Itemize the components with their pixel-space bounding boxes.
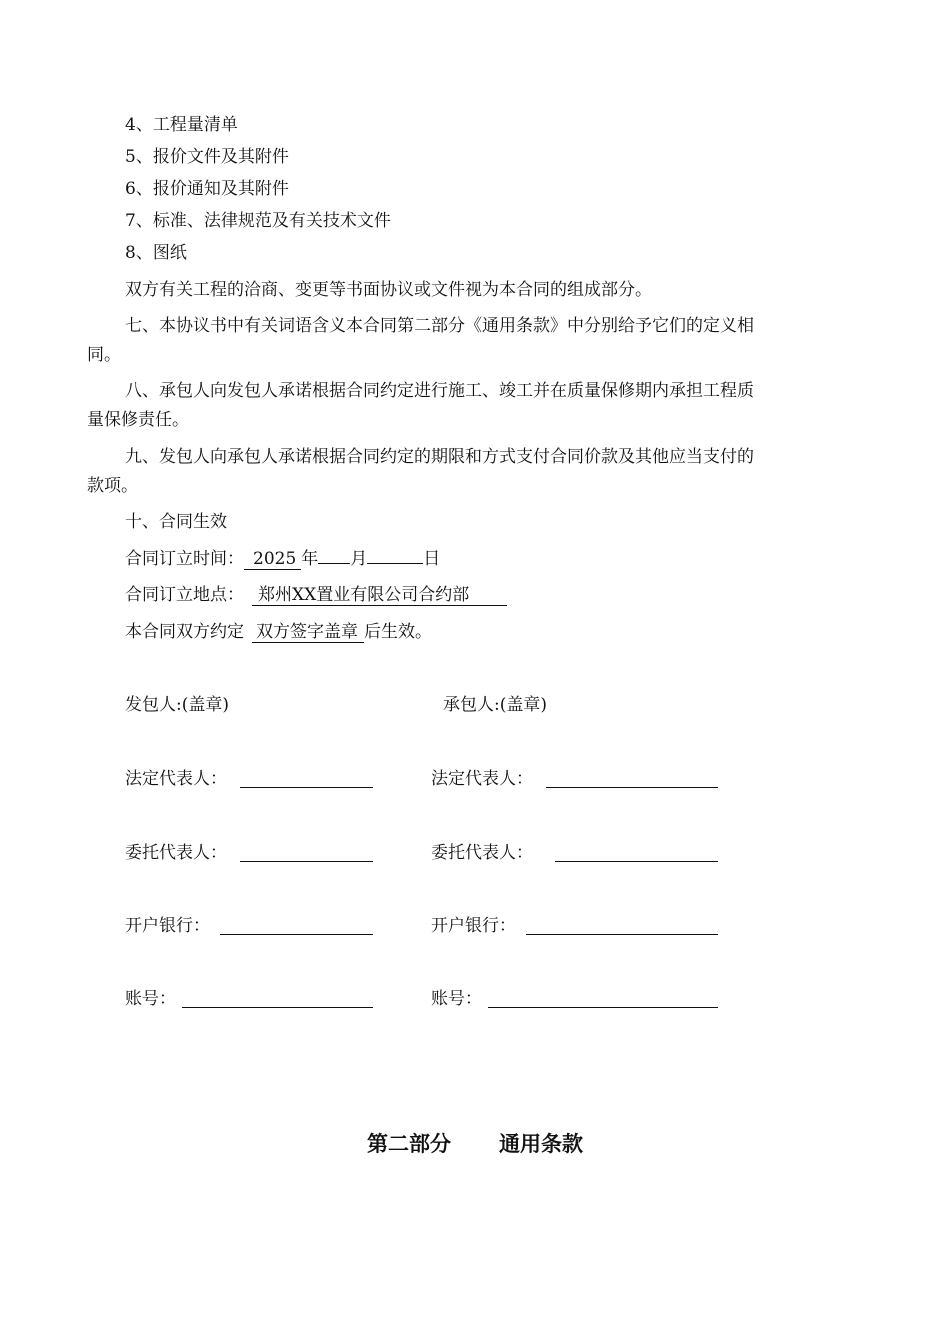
- contract-time-label: 合同订立时间：: [125, 549, 244, 569]
- account-right-label: 账号：: [431, 989, 482, 1009]
- paragraph-7-line1: 七、本协议书中有关词语含义本合同第二部分《通用条款》中分别给予它们的定义相: [125, 316, 754, 336]
- year-unit: 年: [301, 549, 319, 569]
- contract-place-label: 合同订立地点：: [125, 585, 244, 605]
- bank-right-label: 开户银行：: [431, 916, 516, 936]
- legal-rep-left-field[interactable]: [240, 787, 373, 788]
- contract-time-row: [125, 548, 440, 570]
- bank-left-field[interactable]: [220, 934, 373, 935]
- part-number: 第二部分: [367, 1132, 451, 1156]
- day-blank: [367, 563, 423, 564]
- paragraph-9-line2: 款项。: [87, 476, 138, 496]
- part-name: 通用条款: [499, 1132, 583, 1156]
- legal-rep-right-label: 法定代表人：: [431, 769, 533, 789]
- contract-year-value: 2025: [244, 549, 301, 570]
- agent-left-field[interactable]: [240, 861, 373, 862]
- paragraph-8-line1: 八、承包人向发包人承诺根据合同约定进行施工、竣工并在质量保修期内承担工程质: [125, 381, 754, 401]
- list-item: 8、图纸: [125, 243, 187, 263]
- part-title: [0, 1130, 950, 1158]
- paragraph-10: 十、合同生效: [125, 512, 227, 532]
- employer-label: 发包人:(盖章): [125, 695, 229, 715]
- legal-rep-left-label: 法定代表人：: [125, 769, 227, 789]
- list-item: 7、标准、法律规范及有关技术文件: [125, 211, 391, 231]
- effect-value: 双方签字盖章: [252, 622, 364, 643]
- list-item: 4、工程量清单: [125, 115, 238, 135]
- bank-right-field[interactable]: [526, 934, 718, 935]
- account-left-field[interactable]: [182, 1007, 373, 1008]
- paragraph-negotiation: 双方有关工程的洽商、变更等书面协议或文件视为本合同的组成部分。: [125, 280, 652, 300]
- paragraph-9-line1: 九、发包人向承包人承诺根据合同约定的期限和方式支付合同价款及其他应当支付的: [125, 447, 754, 467]
- agent-left-label: 委托代表人：: [125, 843, 227, 863]
- account-right-field[interactable]: [488, 1007, 718, 1008]
- effect-suffix: 后生效。: [364, 622, 432, 642]
- agent-right-field[interactable]: [555, 861, 718, 862]
- effect-row: [125, 621, 432, 643]
- agent-right-label: 委托代表人：: [431, 843, 533, 863]
- contract-place-value: 郑州XX置业有限公司合约部: [252, 585, 507, 606]
- list-item: 5、报价文件及其附件: [125, 147, 289, 167]
- day-unit: 日: [423, 549, 441, 569]
- legal-rep-right-field[interactable]: [546, 787, 718, 788]
- contract-place-row: [125, 584, 507, 606]
- month-unit: 月: [350, 549, 368, 569]
- paragraph-8-line2: 量保修责任。: [87, 410, 189, 430]
- list-item: 6、报价通知及其附件: [125, 179, 289, 199]
- paragraph-7-line2: 同。: [87, 345, 121, 365]
- month-blank: [318, 563, 350, 564]
- effect-prefix: 本合同双方约定: [125, 622, 244, 642]
- account-left-label: 账号：: [125, 989, 176, 1009]
- bank-left-label: 开户银行：: [125, 916, 210, 936]
- contractor-label: 承包人:(盖章): [443, 695, 547, 715]
